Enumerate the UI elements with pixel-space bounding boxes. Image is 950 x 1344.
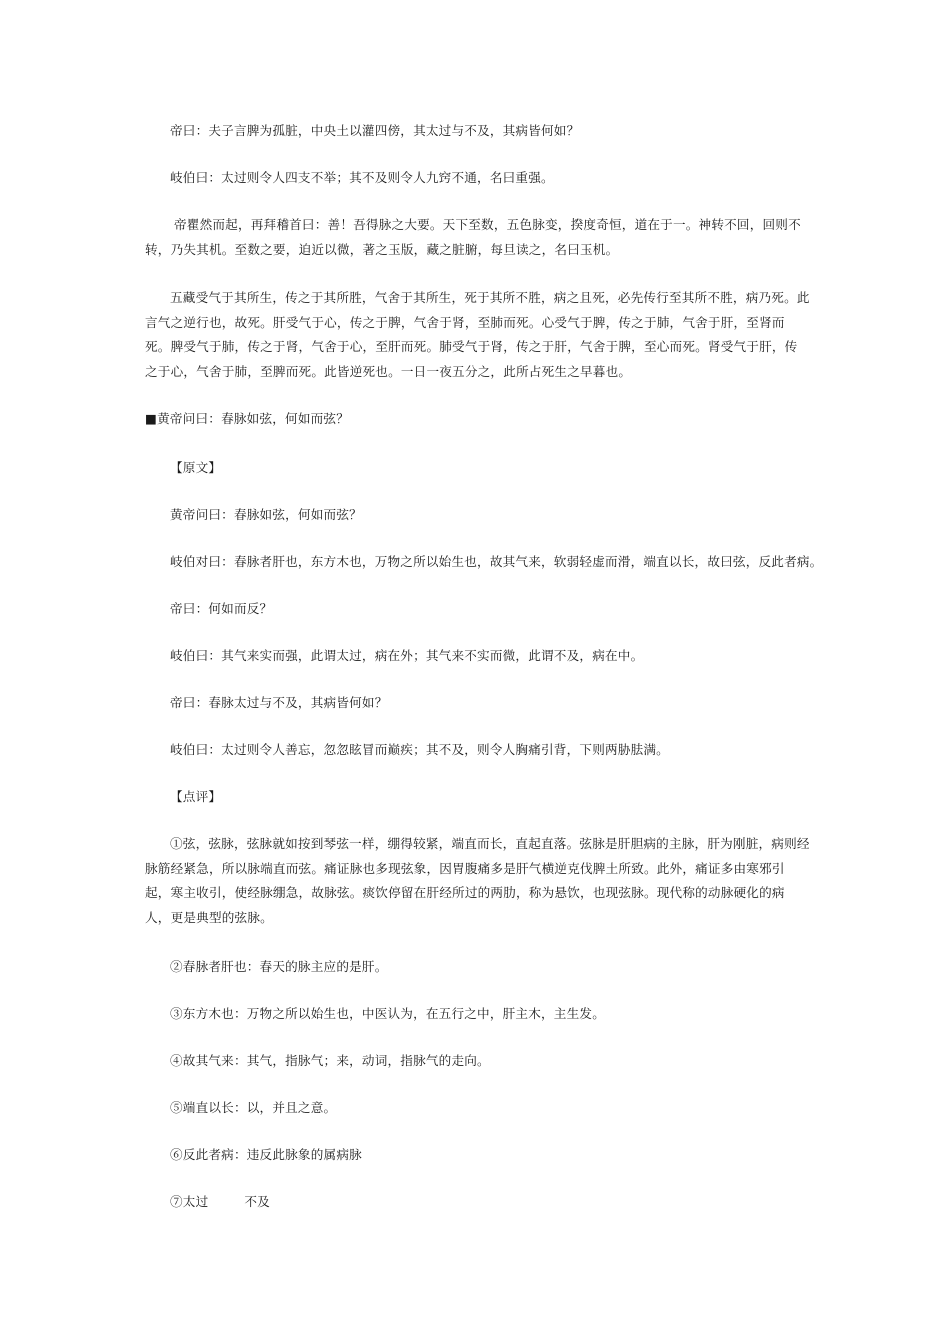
paragraph: 帝曰：夫子言脾为孤脏，中央土以灌四傍，其太过与不及，其病皆何如？ bbox=[170, 123, 580, 138]
note-item: ③东方木也：万物之所以始生也，中医认为，在五行之中，肝主木，主生发。 bbox=[170, 1006, 605, 1021]
paragraph: 帝曰：何如而反？ bbox=[170, 601, 273, 616]
paragraph: 岐伯对曰：春脉者肝也，东方木也，万物之所以始生也，故其气来，软弱轻虚而滑，端直以长，故曰弦，反此者病。 bbox=[170, 554, 823, 569]
note-item-label: ⑦太过 bbox=[170, 1194, 209, 1209]
paragraph: 岐伯曰：太过则令人善忘，忽忽眩冒而巅疾；其不及，则令人胸痛引背，下则两胁胠满。 bbox=[170, 742, 669, 757]
section-label-commentary: 【点评】 bbox=[170, 789, 222, 804]
paragraph: 岐伯曰：其气来实而强，此谓太过，病在外；其气来不实而微，此谓不及，病在中。 bbox=[170, 648, 644, 663]
paragraph: ①弦，弦脉，弦脉就如按到琴弦一样，绷得较紧，端直而长，直起直落。弦脉是肝胆病的主脉，肝为刚脏，病则经脉筋经紧急，所以脉端直而弦。痛证脉也多现弦象，因胃腹痛多是肝气横逆克伐脾土所致。此外，痛证多由寒邪引起，寒主收引，使经脉绷急，故脉弦。痰饮停留在肝经所过的两肋，称为悬饮，也现弦脉。现代称的动脉硬化的病人，更是典型的弦脉。 bbox=[145, 836, 810, 925]
note-item: ②春脉者肝也：春天的脉主应的是肝。 bbox=[170, 959, 388, 974]
note-item bbox=[145, 1190, 810, 1215]
section-heading: ■黄帝问曰：春脉如弦，何如而弦？ bbox=[145, 411, 350, 426]
note-item-label: 不及 bbox=[244, 1194, 270, 1209]
paragraph: 五藏受气于其所生，传之于其所胜，气舍于其所生，死于其所不胜，病之且死，必先传行至其所不胜，病乃死。此言气之逆行也，故死。肝受气于心，传之于脾，气舍于肾，至肺而死。心受气于脾，传之于肺，气舍于肝，至肾而死。脾受气于肺，传之于肾，气舍于心，至肝而死。肺受气于肾，传之于肝，气舍于脾，至心而死。肾受气于肝，传之于心，气舍于肺，至脾而死。此皆逆死也。一日一夜五分之，此所占死生之早暮也。 bbox=[145, 290, 810, 379]
section-label-original-text: 【原文】 bbox=[170, 460, 222, 475]
note-item: ④故其气来：其气，指脉气；来，动词，指脉气的走向。 bbox=[170, 1053, 490, 1068]
paragraph: 岐伯曰：太过则令人四支不举；其不及则令人九窍不通，名曰重强。 bbox=[170, 170, 554, 185]
note-item: ⑤端直以长：以，并且之意。 bbox=[170, 1100, 337, 1115]
paragraph: 帝瞿然而起，再拜稽首曰：善！吾得脉之大要。天下至数，五色脉变，揆度奇恒，道在于一。神转不回，回则不转，乃失其机。至数之要，迫近以微，著之玉版，藏之脏腑，每旦读之，名曰玉机。 bbox=[145, 217, 801, 257]
note-item: ⑥反此者病：违反此脉象的属病脉 bbox=[170, 1147, 362, 1162]
paragraph: 黄帝问曰：春脉如弦，何如而弦？ bbox=[170, 507, 362, 522]
paragraph: 帝曰：春脉太过与不及，其病皆何如？ bbox=[170, 695, 388, 710]
